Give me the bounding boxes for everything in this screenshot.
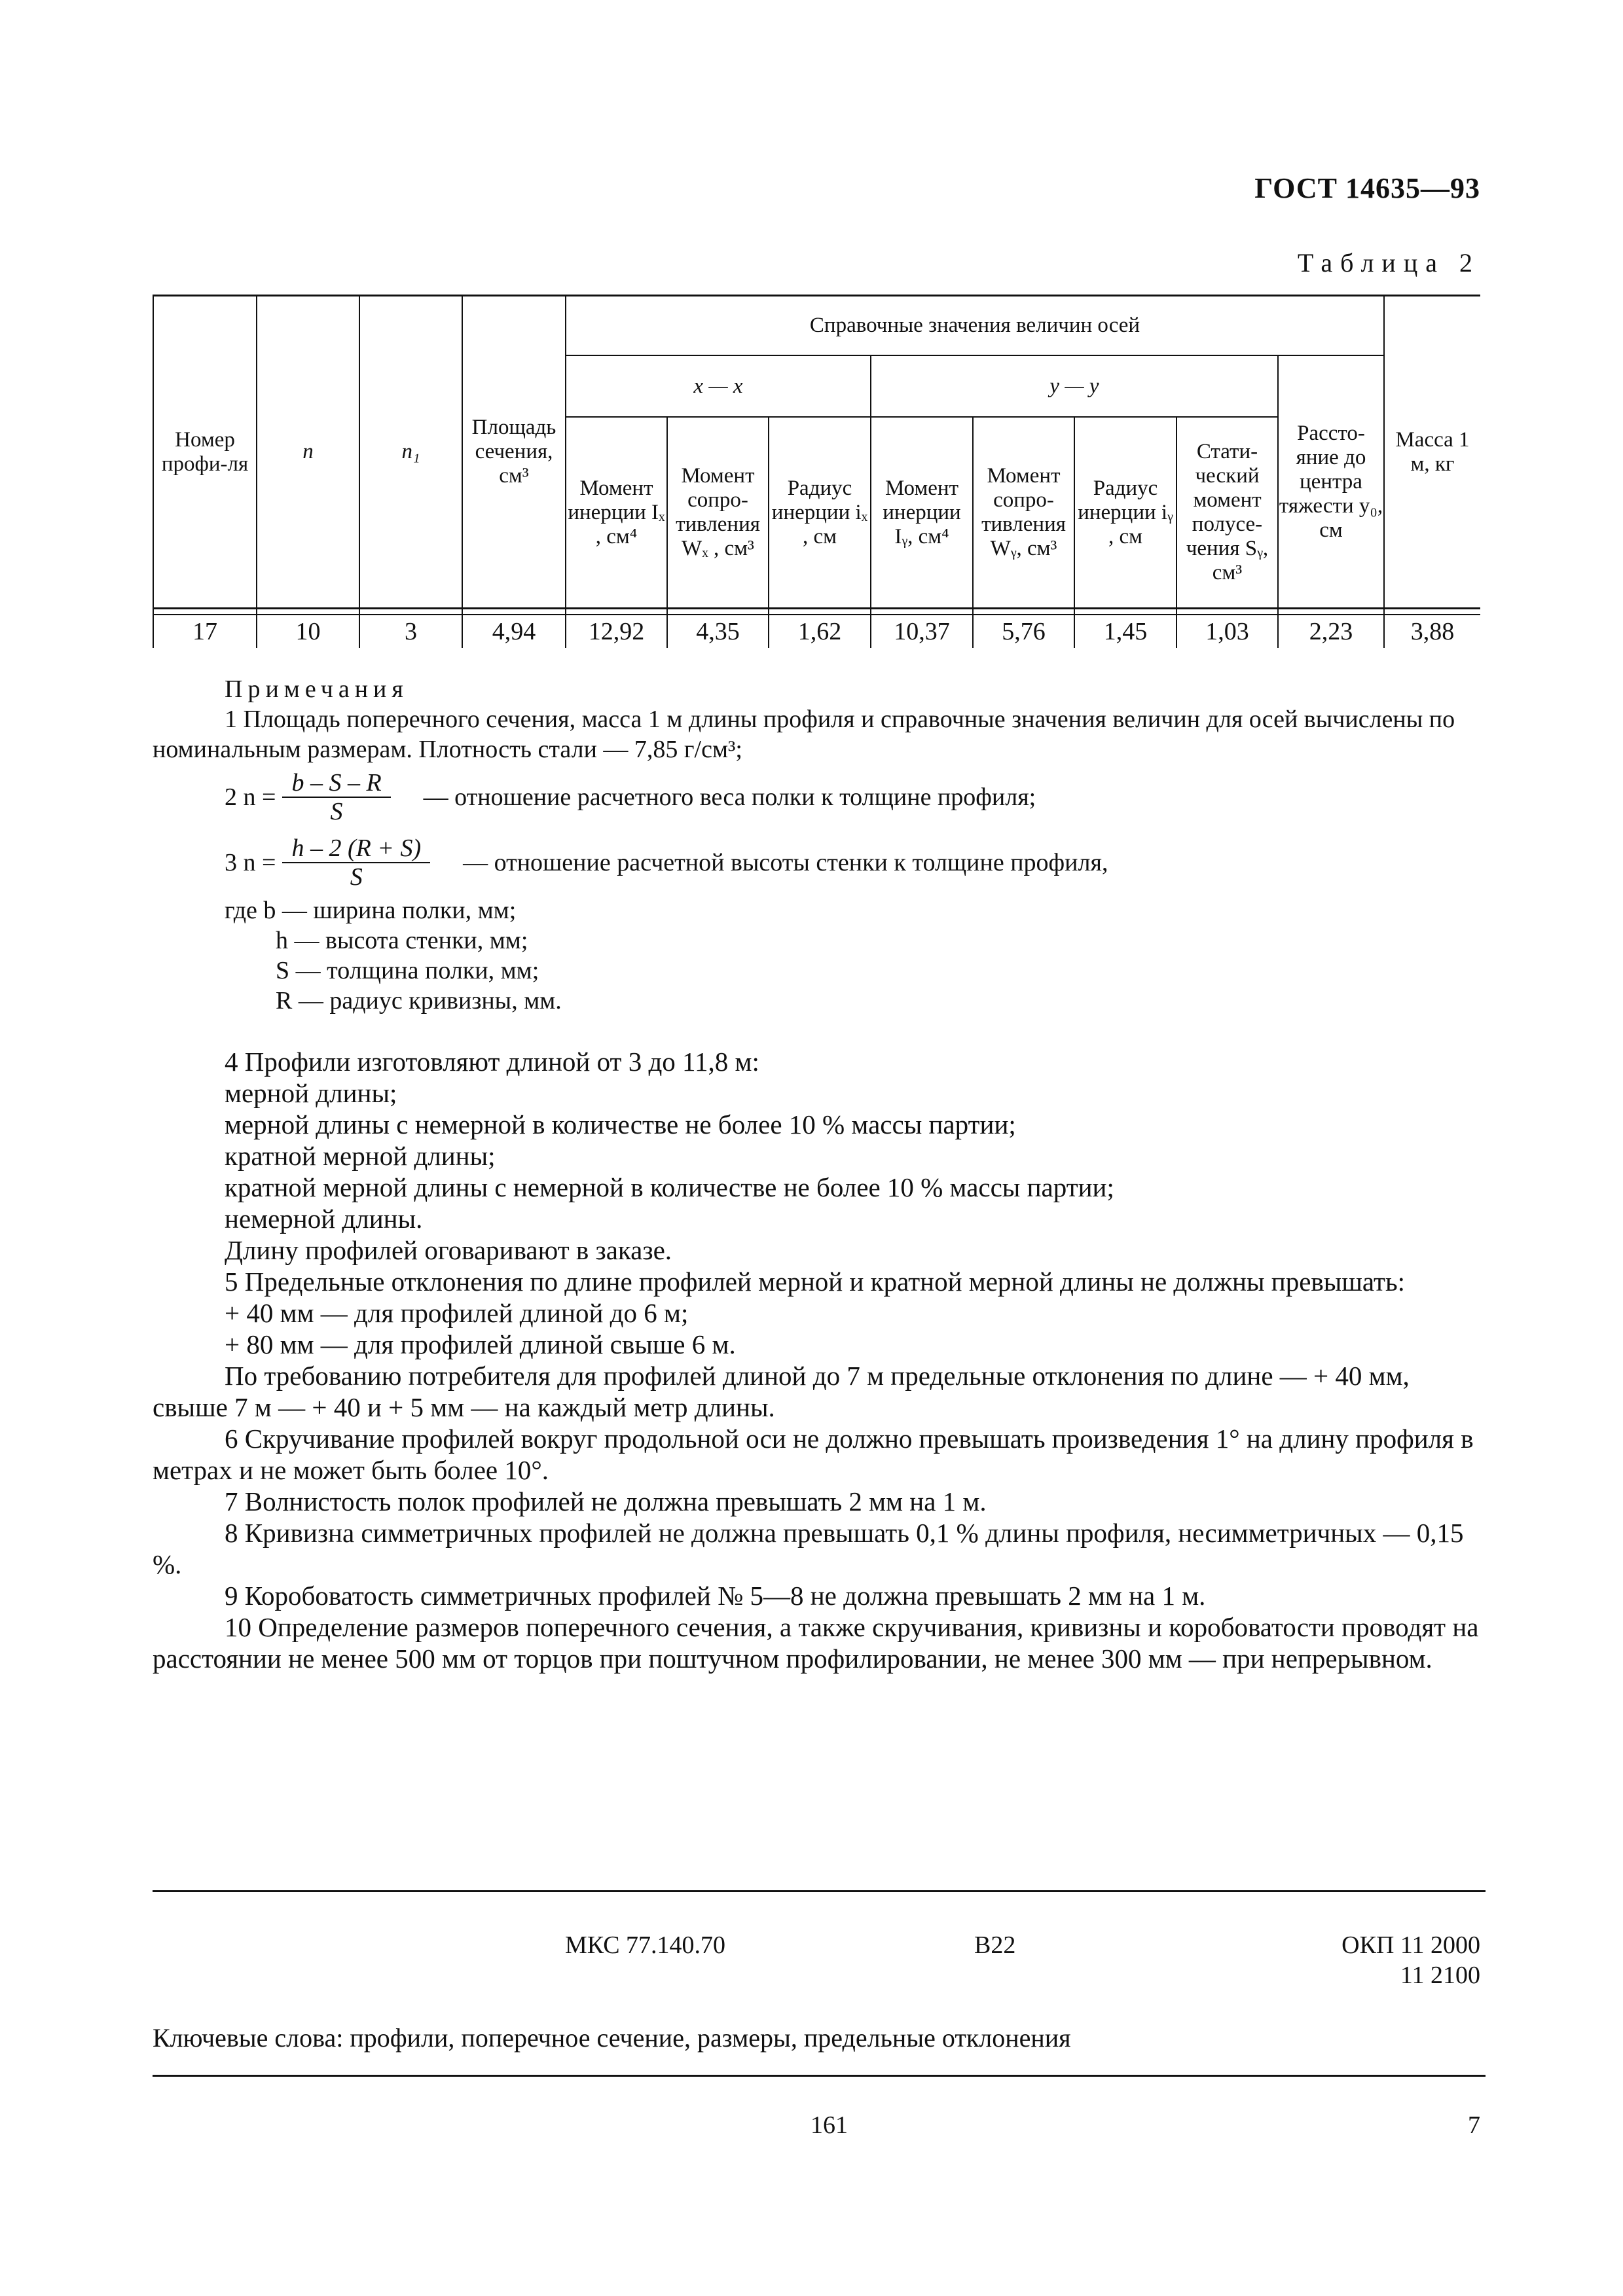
note-4-item: Длину профилей оговаривают в заказе. — [225, 1235, 672, 1265]
table-cell: 3,88 — [1410, 617, 1455, 645]
header-mass: Масса 1 м, кг — [1395, 427, 1470, 476]
formula-3-numerator: h – 2 (R + S) — [282, 834, 430, 863]
header-static-moment: Стати-ческий момент полусе-чения Sᵧ, см³ — [1186, 440, 1269, 584]
note-5-item: + 40 мм — для профилей длиной до 6 м; — [225, 1298, 689, 1328]
header-n1: n₁ — [401, 440, 420, 463]
page-number-right: 7 — [1468, 2111, 1480, 2139]
page-number-center: 161 — [811, 2111, 848, 2139]
definition-h: h — высота стенки, мм; — [276, 927, 528, 954]
table-cell: 5,76 — [1002, 617, 1046, 645]
table-cell: 3 — [405, 617, 417, 645]
formula-2-prefix: 2 n = — [225, 783, 276, 811]
table-cell: 2,23 — [1309, 617, 1353, 645]
document-id: ГОСТ 14635—93 — [1254, 172, 1480, 204]
note-5-item: + 80 мм — для профилей длиной свыше 6 м. — [225, 1329, 736, 1359]
header-reference-values: Справочные значения величин осей — [809, 314, 1140, 337]
formula-3 — [153, 830, 1480, 895]
divider-top — [153, 1890, 1486, 1892]
definition-s: S — толщина полки, мм; — [276, 957, 539, 984]
header-n: n — [302, 440, 314, 463]
note-4-item: мерной длины с немерной в количестве не более 10 % массы партии; — [225, 1109, 1016, 1139]
header-distance-center: Рассто-яние до центра тяжести y₀, см — [1279, 421, 1383, 542]
formula-2-text: — отношение расчетного веса полки к толщине профиля; — [423, 783, 1036, 811]
table-cell: 1,03 — [1205, 617, 1249, 645]
note-4-item: немерной длины. — [225, 1204, 423, 1234]
note-5: 5 Предельные отклонения по длине профилей мерной и кратной мерной длины не должны превышать: — [225, 1266, 1406, 1297]
note-4-item: мерной длины; — [225, 1078, 397, 1108]
table-cell: 10,37 — [894, 617, 950, 645]
table-cell: 1,62 — [797, 617, 842, 645]
note-4-item: кратной мерной длины с немерной в количестве не более 10 % массы партии; — [225, 1172, 1114, 1202]
note-9: 9 Коробоватость симметричных профилей № 5—8 не должна превышать 2 мм на 1 м. — [225, 1581, 1206, 1611]
header-profile-number: Номер профи-ля — [161, 427, 249, 476]
header-area: Площадь сечения, см³ — [471, 416, 556, 488]
header-axis-xx: x — x — [693, 374, 743, 398]
formula-2 — [153, 764, 1480, 830]
note-1: 1 Площадь поперечного сечения, масса 1 м длины профиля и справочные значения величин для осей вычислены по номинальным размерам. Плотность стали — 7,85 г/см³; — [153, 706, 1455, 763]
note-8: 8 Кривизна симметричных профилей не должна превышать 0,1 % длины профиля, несимметричных — 0,15 %. — [153, 1518, 1464, 1579]
table-label: Таблица 2 — [1297, 248, 1480, 278]
divider-bottom — [153, 2075, 1486, 2077]
classifier-code: В22 — [974, 1931, 1016, 1959]
table-cell: 4,35 — [696, 617, 740, 645]
table-cell: 17 — [192, 617, 217, 645]
formula-2-denominator: S — [330, 798, 343, 825]
keywords: Ключевые слова: профили, поперечное сечение, размеры, предельные отклонения — [153, 2023, 1071, 2053]
header-moment-resistance-y: Момент сопро-тивления Wᵧ, см³ — [981, 464, 1066, 560]
okp-code-1: ОКП 11 2000 — [1341, 1931, 1480, 1959]
notes-continued — [153, 1046, 1480, 1674]
mks-code: МКС 77.140.70 — [565, 1931, 726, 1959]
header-radius-inertia-y: Радиус инерции iᵧ , см — [1078, 476, 1173, 548]
definition-b: где b — ширина полки, мм; — [225, 897, 517, 924]
formula-3-text: — отношение расчетной высоты стенки к толщине профиля, — [463, 849, 1108, 876]
table-cell: 4,94 — [492, 617, 536, 645]
note-4-item: кратной мерной длины; — [225, 1141, 496, 1171]
notes-section — [153, 674, 1480, 1674]
note-6: 6 Скручивание профилей вокруг продольной оси не должно превышать произведения 1° на длину профиля в метрах и не может быть более 10°. — [153, 1424, 1474, 1485]
note-7: 7 Волнистость полок профилей не должна превышать 2 мм на 1 м. — [225, 1486, 987, 1516]
formula-3-fraction — [282, 834, 430, 891]
header-moment-inertia-x: Момент инерции Iₓ , см⁴ — [568, 476, 665, 548]
formula-3-prefix: 3 n = — [225, 849, 276, 876]
note-4: 4 Профили изготовляют длиной от 3 до 11,8 м: — [225, 1047, 759, 1077]
header-axis-yy: y — y — [1049, 374, 1099, 398]
definitions — [153, 895, 1480, 1016]
formula-2-fraction — [282, 769, 390, 825]
note-5-extra: По требованию потребителя для профилей длиной до 7 м предельные отклонения по длине — + 40 мм, свыше 7 м — + 40 и + 5 мм — на каждый метр длины. — [153, 1361, 1410, 1422]
table-cell: 12,92 — [588, 617, 645, 645]
table-cell: 10 — [295, 617, 321, 645]
notes-heading: Примечания — [225, 675, 409, 703]
header-radius-inertia-x: Радиус инерции iₓ , см — [771, 476, 868, 548]
formula-3-denominator: S — [350, 863, 363, 891]
okp-code-2: 11 2100 — [1400, 1962, 1480, 1989]
properties-table — [153, 295, 1480, 648]
table-cell: 1,45 — [1103, 617, 1148, 645]
note-10: 10 Определение размеров поперечного сечения, а также скручивания, кривизны и коробоватости проводят на расстоянии не менее 500 мм от торцов при поштучном профилировании, не менее 300 мм — при непрерывном. — [153, 1612, 1479, 1674]
definition-r: R — радиус кривизны, мм. — [276, 987, 562, 1014]
header-moment-inertia-y: Момент инерции Iᵧ, см⁴ — [883, 476, 961, 548]
header-moment-resistance-x: Момент сопро-тивления Wₓ , см³ — [676, 464, 760, 560]
formula-2-numerator: b – S – R — [282, 769, 390, 798]
